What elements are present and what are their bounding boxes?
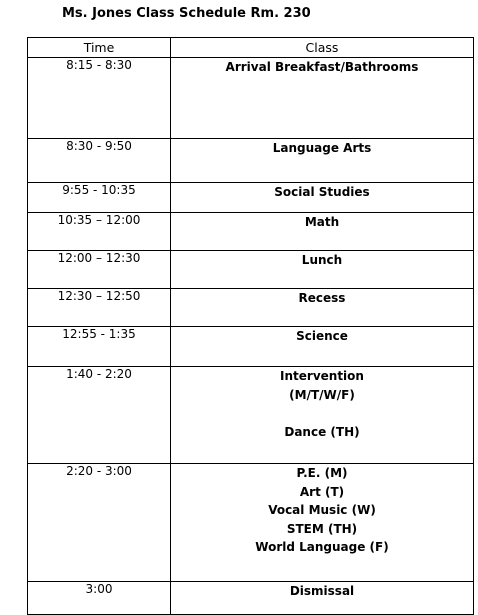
class-cell [171,327,474,367]
time-cell: 12:00 – 12:30 [28,251,171,289]
class-line-spacer [171,404,473,423]
class-cell [171,183,474,213]
class-cell [171,582,474,615]
class-line: Science [296,329,348,343]
class-cell [171,367,474,464]
class-line: Math [304,215,340,229]
time-cell: 12:55 - 1:35 [28,327,171,367]
table-row [28,183,474,213]
class-line: Language Arts [272,141,372,155]
schedule-title: Ms. Jones Class Schedule Rm. 230 [62,6,311,21]
class-line: Social Studies [274,185,370,199]
class-cell [171,464,474,582]
table-row [28,464,474,582]
table-row [28,367,474,464]
time-column-header: Time [28,38,171,58]
class-line: Art (T) [299,484,345,499]
class-line: Dismissal [289,584,355,598]
class-column-header: Class [171,38,474,58]
time-cell: 8:30 - 9:50 [28,139,171,183]
class-line: STEM (TH) [286,521,358,536]
class-line: Intervention [280,369,364,383]
class-line: Dance (TH) [284,425,360,439]
class-line: Lunch [301,253,343,267]
time-cell: 1:40 - 2:20 [28,367,171,464]
header-row [28,38,474,58]
class-line: P.E. (M) [296,466,348,480]
table-row [28,139,474,183]
class-line: (M/T/W/F) [289,387,355,402]
class-line: Arrival Breakfast/Bathrooms [225,60,419,74]
class-cell [171,251,474,289]
time-cell: 10:35 – 12:00 [28,213,171,251]
class-line: Vocal Music (W) [268,503,376,517]
time-cell: 3:00 [28,582,171,615]
class-cell [171,213,474,251]
table-row [28,289,474,327]
class-cell [171,139,474,183]
class-cell [171,289,474,327]
class-line: Recess [298,291,346,305]
class-cell [171,58,474,139]
table-row [28,582,474,615]
table-row [28,251,474,289]
table-row [28,58,474,139]
time-cell: 8:15 - 8:30 [28,58,171,139]
time-cell: 12:30 – 12:50 [28,289,171,327]
table-row [28,213,474,251]
time-cell: 2:20 - 3:00 [28,464,171,582]
class-line: World Language (F) [255,540,389,554]
time-cell: 9:55 - 10:35 [28,183,171,213]
schedule-table [27,37,474,615]
table-row [28,327,474,367]
